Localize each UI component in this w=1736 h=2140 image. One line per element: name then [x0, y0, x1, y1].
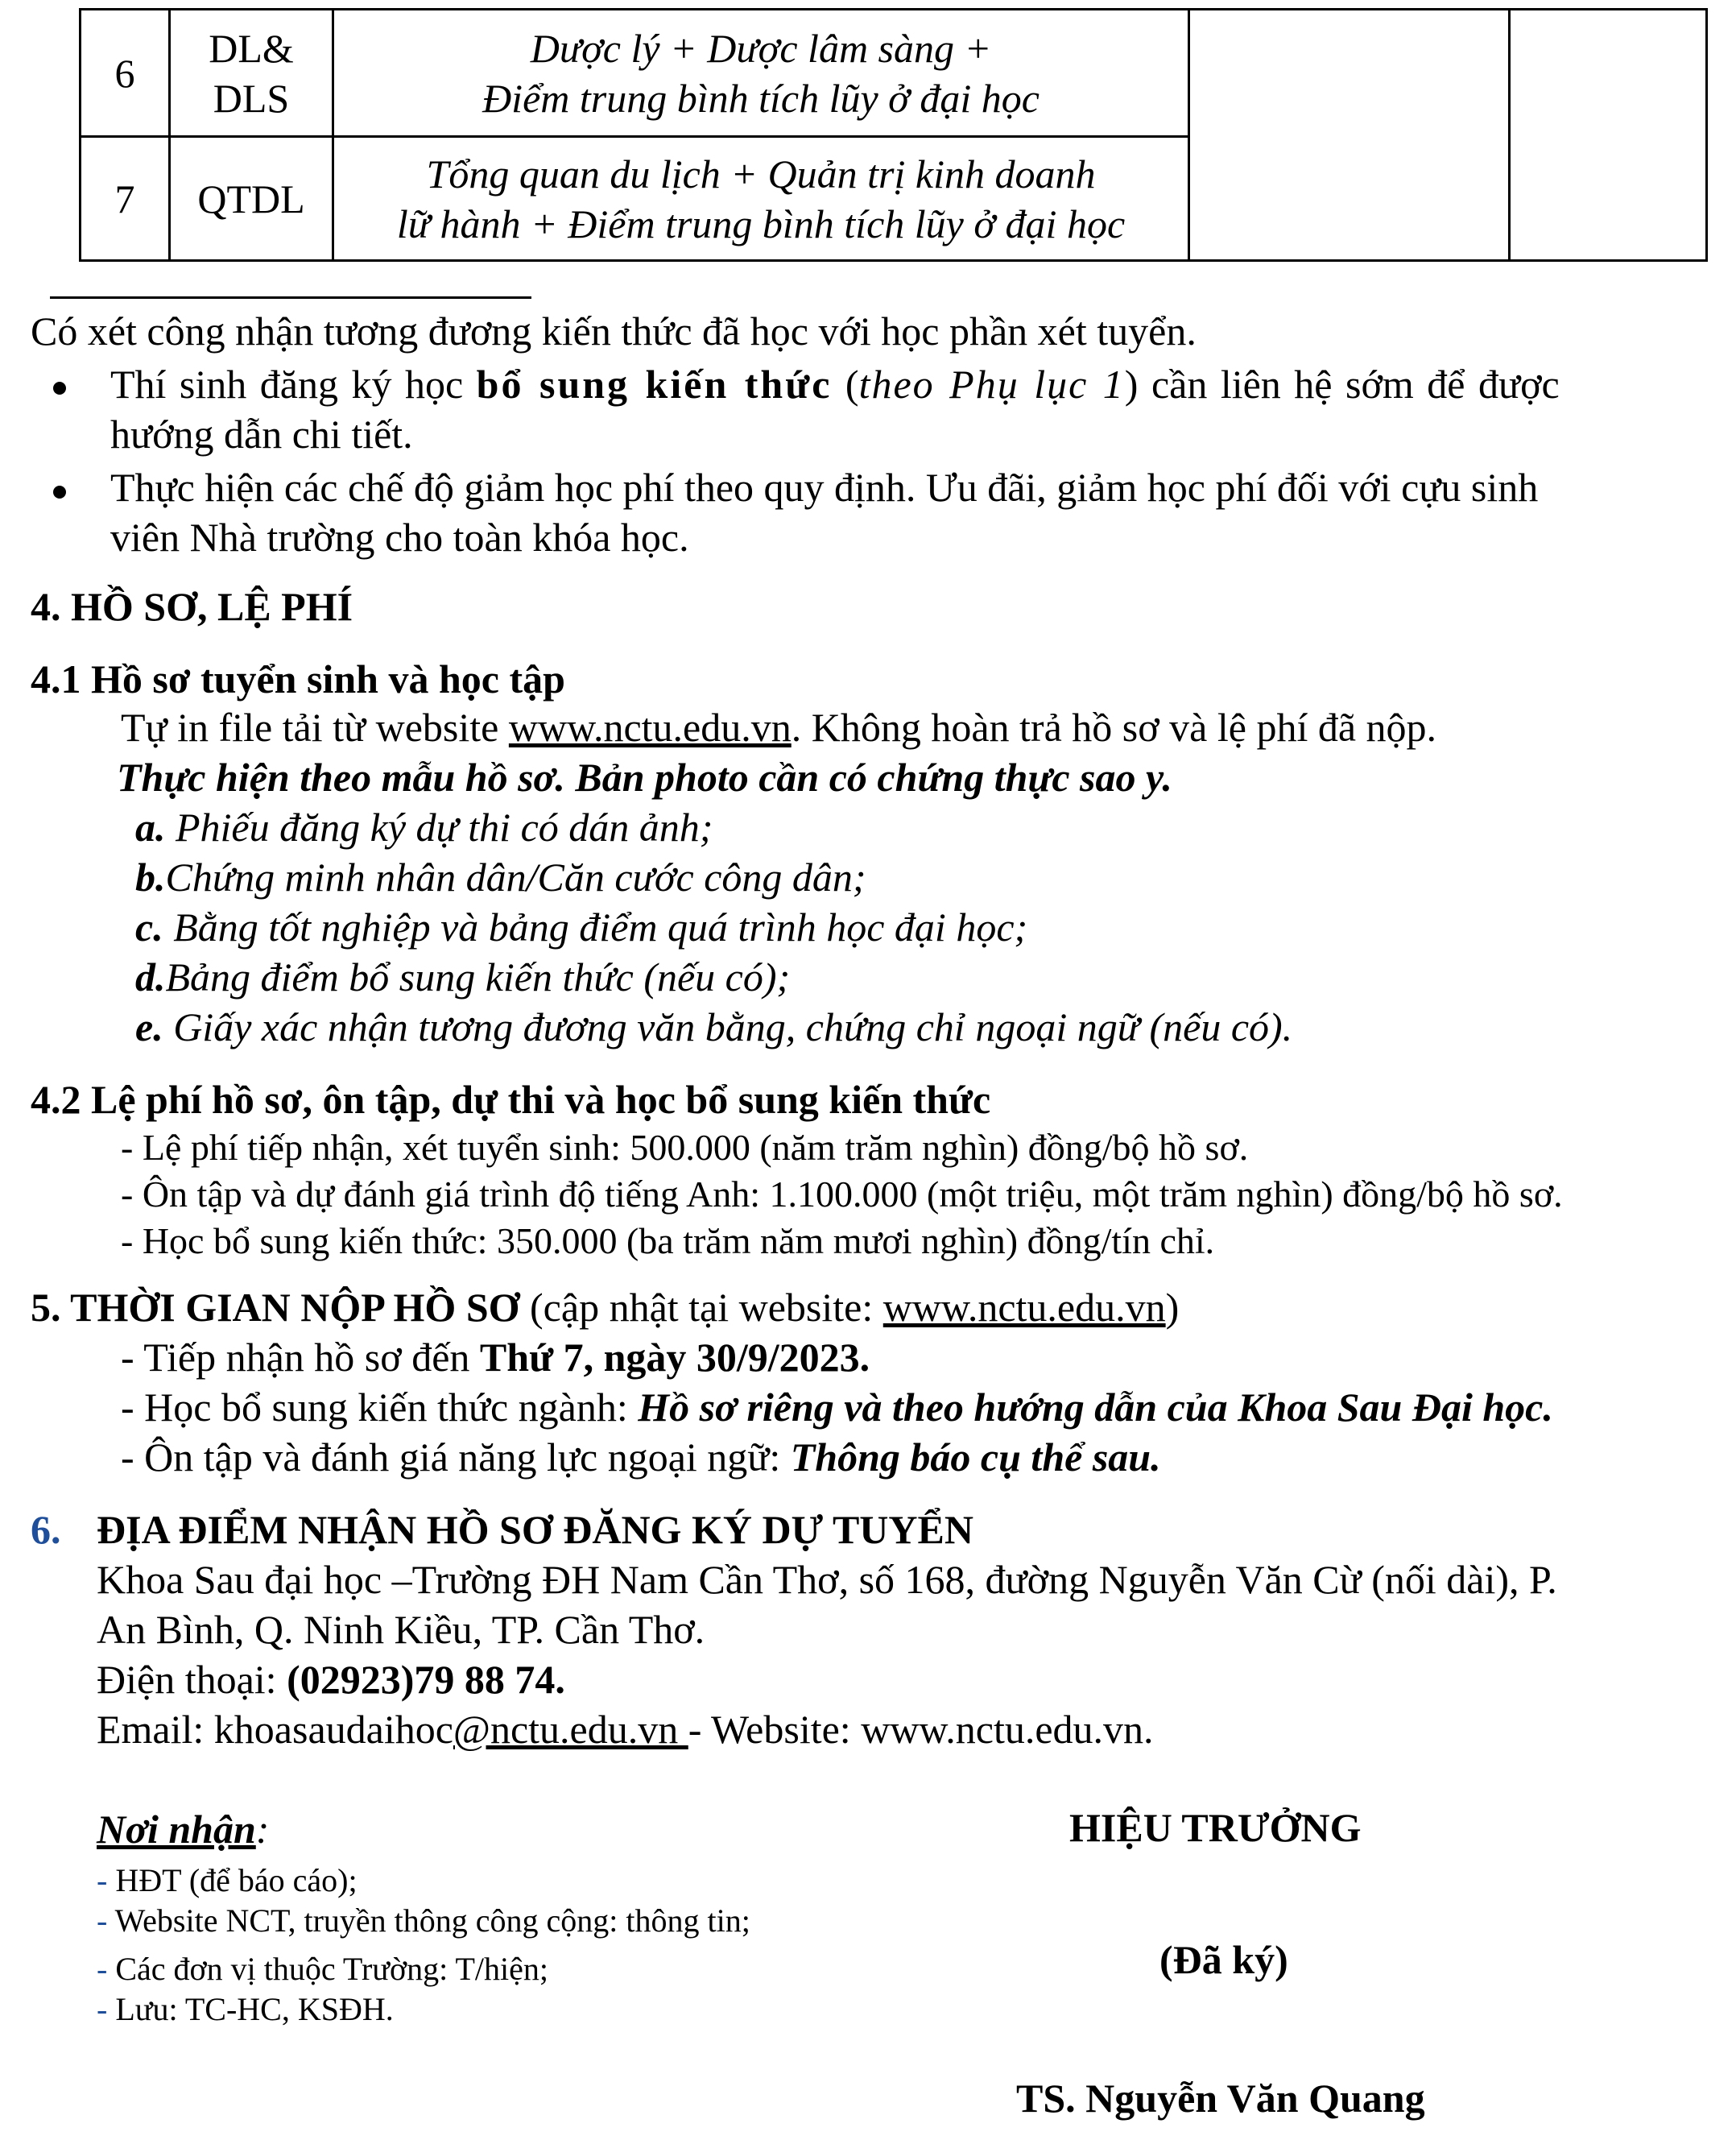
fee-item: - Ôn tập và dự đánh giá trình độ tiếng Anh: 1.100.000 (một triệu, một trăm nghìn) đồng/bộ hồ sơ.	[121, 1173, 1563, 1215]
email-line: Email: khoasaudaihoc@nctu.edu.vn - Website: www.nctu.edu.vn.	[97, 1707, 1154, 1752]
address-line: An Bình, Q. Ninh Kiều, TP. Cần Thơ.	[97, 1607, 705, 1652]
section-4-1-heading: 4.1 Hồ sơ tuyển sinh và học tập	[31, 656, 565, 702]
website-link[interactable]: www.nctu.edu.vn	[508, 705, 792, 750]
bullet-icon	[53, 486, 66, 499]
row-number: 7	[81, 137, 170, 261]
document-item: d.Bảng điểm bổ sung kiến thức (nếu có);	[135, 954, 791, 1000]
fee-item: - Lệ phí tiếp nhận, xét tuyển sinh: 500.000 (năm trăm nghìn) đồng/bộ hồ sơ.	[121, 1127, 1249, 1168]
signed-note: (Đã ký)	[1159, 1937, 1288, 1982]
language-review-line: - Ôn tập và đánh giá năng lực ngoại ngữ: Thông báo cụ thể sau.	[121, 1434, 1161, 1480]
subjects-line2: lữ hành + Điểm trung bình tích lũy ở đại học	[396, 201, 1126, 246]
bullet-icon	[53, 382, 66, 395]
section-4-2-heading: 4.2 Lệ phí hồ sơ, ôn tập, dự thi và học bổ sung kiến thức	[31, 1077, 991, 1122]
bullet-tuition: Thực hiện các chế độ giảm học phí theo quy định. Ưu đãi, giảm học phí đối với cựu sinh	[110, 465, 1539, 510]
recipients-title: Nơi nhận:	[97, 1807, 270, 1852]
recipient-item: - Website NCT, truyền thông công cộng: thông tin;	[97, 1902, 750, 1939]
document-item: c. Bằng tốt nghiệp và bảng điểm quá trình học đại học;	[135, 904, 1028, 950]
document-item: a. Phiếu đăng ký dự thi có dán ảnh;	[135, 805, 713, 850]
row-number: 6	[81, 10, 170, 137]
table-row	[81, 10, 1707, 137]
empty-cell	[1510, 10, 1707, 261]
subjects-line2: Điểm trung bình tích lũy ở đại học	[482, 75, 1040, 121]
signer-name: TS. Nguyễn Văn Quang	[1016, 2076, 1425, 2121]
section-4-heading: 4. HỒ SƠ, LỆ PHÍ	[31, 584, 353, 629]
signer-title: HIỆU TRƯỞNG	[1069, 1805, 1362, 1850]
recipient-item: - Lưu: TC-HC, KSĐH.	[97, 1991, 394, 2027]
subjects-line1: Dược lý + Dược lâm sàng +	[530, 25, 992, 71]
download-note: Tự in file tải từ website www.nctu.edu.vn. Không hoàn trả hồ sơ và lệ phí đã nộp.	[121, 705, 1437, 750]
program-code-line1: DL&	[209, 25, 294, 71]
program-code-line2: DLS	[213, 75, 290, 121]
website-link[interactable]: www.nctu.edu.vn	[882, 1285, 1166, 1330]
section-6-number: 6.	[31, 1507, 61, 1552]
phone-line: Điện thoại: (02923)79 88 74.	[97, 1657, 565, 1702]
fee-item: - Học bổ sung kiến thức: 350.000 (ba trăm năm mươi nghìn) đồng/tín chỉ.	[121, 1220, 1215, 1261]
recipient-item: - HĐT (để báo cáo);	[97, 1862, 358, 1898]
document-item: e. Giấy xác nhận tương đương văn bằng, chứng chỉ ngoại ngữ (nếu có).	[135, 1004, 1293, 1049]
email-link[interactable]: @nctu.edu.vn	[453, 1707, 688, 1752]
supplement-line: - Học bổ sung kiến thức ngành: Hồ sơ riêng và theo hướng dẫn của Khoa Sau Đại học.	[121, 1385, 1553, 1430]
form-instruction: Thực hiện theo mẫu hồ sơ. Bản photo cần có chứng thực sao y.	[117, 755, 1172, 800]
subjects-cell	[333, 10, 1189, 137]
bullet-supplement: Thí sinh đăng ký học bổ sung kiến thức (theo Phụ lục 1) cần liên hệ sớm để được	[110, 362, 1560, 407]
section-6-heading: ĐỊA ĐIỂM NHẬN HỒ SƠ ĐĂNG KÝ DỰ TUYỂN	[97, 1507, 973, 1552]
subjects-line1: Tổng quan du lịch + Quản trị kinh doanh	[426, 151, 1096, 197]
deadline-line: - Tiếp nhận hồ sơ đến Thứ 7, ngày 30/9/2023.	[121, 1335, 870, 1380]
address-line: Khoa Sau đại học –Trường ĐH Nam Cần Thơ, số 168, đường Nguyễn Văn Cừ (nối dài), P.	[97, 1557, 1557, 1602]
empty-cell	[1189, 10, 1510, 261]
bullet-tuition-cont: viên Nhà trường cho toàn khóa học.	[110, 515, 689, 560]
document-item: b.Chứng minh nhân dân/Căn cước công dân;	[135, 855, 866, 900]
footnote-divider	[50, 296, 531, 299]
recognition-note: Có xét công nhận tương đương kiến thức đã học với học phần xét tuyển.	[31, 308, 1197, 354]
bullet-supplement-cont: hướng dẫn chi tiết.	[110, 412, 413, 457]
section-5-heading: 5. THỜI GIAN NỘP HỒ SƠ (cập nhật tại website: www.nctu.edu.vn)	[31, 1285, 1180, 1330]
program-code	[170, 10, 333, 137]
program-table	[79, 8, 1708, 262]
program-code: QTDL	[170, 137, 333, 261]
recipient-item: - Các đơn vị thuộc Trường: T/hiện;	[97, 1951, 549, 1987]
subjects-cell	[333, 137, 1189, 261]
